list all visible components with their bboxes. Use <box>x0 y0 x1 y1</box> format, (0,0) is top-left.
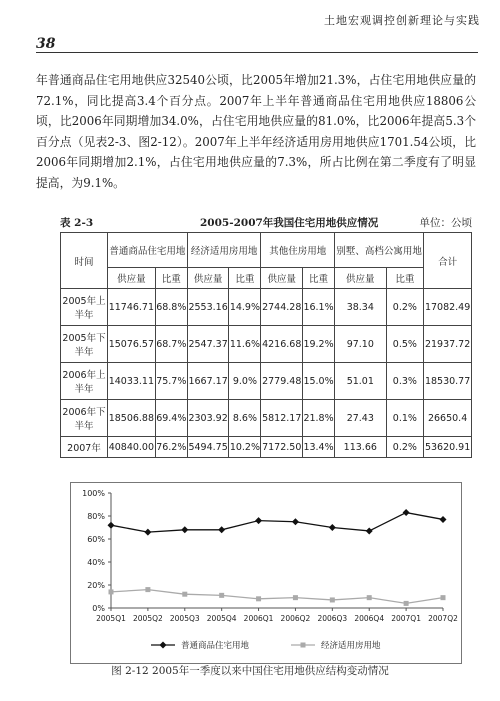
data-cell: 68.8% <box>155 289 187 326</box>
row-time-cell: 2005年上半年 <box>61 289 108 326</box>
data-point <box>145 587 150 592</box>
line-chart <box>71 483 461 663</box>
total-cell: 21937.72 <box>424 326 472 363</box>
total-cell: 26650.4 <box>424 400 472 437</box>
data-point <box>366 527 373 534</box>
data-point <box>181 526 188 533</box>
data-point <box>108 522 115 529</box>
data-point <box>218 526 225 533</box>
total-cell: 53620.91 <box>424 437 472 458</box>
x-tick-label: 2007Q1 <box>391 614 421 623</box>
data-cell: 0.5% <box>386 326 424 363</box>
data-cell: 9.0% <box>229 363 261 400</box>
data-cell: 2547.37 <box>187 326 229 363</box>
row-time-cell: 2005年下半年 <box>61 326 108 363</box>
x-tick-label: 2006Q3 <box>317 614 348 623</box>
sub-header: 比重 <box>155 268 187 289</box>
data-cell: 13.4% <box>302 437 334 458</box>
data-cell: 27.43 <box>335 400 386 437</box>
y-tick-label: 20% <box>87 581 105 590</box>
data-point <box>182 592 187 597</box>
sub-header: 供应量 <box>108 268 156 289</box>
data-point <box>404 601 409 606</box>
data-cell: 0.3% <box>386 363 424 400</box>
total-header: 合计 <box>424 233 472 289</box>
header-rule <box>36 52 478 53</box>
data-cell: 0.2% <box>386 437 424 458</box>
data-cell: 113.66 <box>335 437 386 458</box>
data-cell: 15.0% <box>302 363 334 400</box>
data-point <box>109 589 114 594</box>
group-header: 经济适用房用地 <box>187 233 261 268</box>
data-cell: 69.4% <box>155 400 187 437</box>
y-tick-label: 60% <box>87 535 105 544</box>
legend-marker <box>160 642 167 649</box>
x-tick-label: 2005Q1 <box>96 614 126 623</box>
table-body <box>61 289 472 458</box>
body-paragraph: 年普通商品住宅用地供应32540公顷，比2005年增加21.3%，占住宅用地供应量的72.1%，同比提高3.4个百分点。2007年上半年普通商品住宅用地供应18806公顷，比2006年同期增加34.0%，占住宅用地供应量的81.0%，比2006年提高5.3个百分点（见表2-3、图2-12）。2007年上半年经济适用房用地供应1701.54公顷，比2006年同期增加2.1%，占住宅用地供应量的7.3%，所占比例在第二季度有了明显提高，为9.1%。 <box>36 73 476 190</box>
data-cell: 68.7% <box>155 326 187 363</box>
table-row <box>61 326 472 363</box>
figure-caption: 图 2-12 2005年一季度以来中国住宅用地供应结构变动情况 <box>111 665 389 677</box>
data-cell: 4216.68 <box>261 326 303 363</box>
data-cell: 51.01 <box>335 363 386 400</box>
data-point <box>293 595 298 600</box>
data-cell: 38.34 <box>335 289 386 326</box>
table-row <box>61 400 472 437</box>
data-cell: 21.8% <box>302 400 334 437</box>
data-point <box>255 517 262 524</box>
data-point <box>329 524 336 531</box>
running-header-title: 土地宏观调控创新理论与实践 <box>324 14 480 27</box>
total-cell: 18530.77 <box>424 363 472 400</box>
data-cell: 97.10 <box>335 326 386 363</box>
data-cell: 16.1% <box>302 289 334 326</box>
data-cell: 8.6% <box>229 400 261 437</box>
row-time-cell: 2006年上半年 <box>61 363 108 400</box>
data-point <box>330 597 335 602</box>
data-cell: 2303.92 <box>187 400 229 437</box>
data-cell: 40840.00 <box>108 437 156 458</box>
data-cell: 10.2% <box>229 437 261 458</box>
data-point <box>219 593 224 598</box>
data-point <box>403 509 410 516</box>
data-cell: 19.2% <box>302 326 334 363</box>
table-number: 表 2-3 <box>60 217 94 229</box>
table-title: 2005-2007年我国住宅用地供应情况 <box>200 217 379 229</box>
data-cell: 2779.48 <box>261 363 303 400</box>
data-cell: 15076.57 <box>108 326 156 363</box>
data-point <box>367 595 372 600</box>
data-point <box>440 516 447 523</box>
group-header: 其他住房用地 <box>261 233 335 268</box>
sub-header: 供应量 <box>335 268 386 289</box>
sub-header: 供应量 <box>261 268 303 289</box>
data-cell: 14033.11 <box>108 363 156 400</box>
y-tick-label: 100% <box>82 489 105 498</box>
data-point <box>256 596 261 601</box>
x-tick-label: 2005Q2 <box>133 614 163 623</box>
time-header: 时间 <box>61 233 108 289</box>
sub-header: 比重 <box>302 268 334 289</box>
data-cell: 75.7% <box>155 363 187 400</box>
row-time-cell: 2006年下半年 <box>61 400 108 437</box>
data-cell: 11746.71 <box>108 289 156 326</box>
data-cell: 18506.88 <box>108 400 156 437</box>
data-cell: 7172.50 <box>261 437 303 458</box>
page-number: 38 <box>36 36 56 52</box>
group-header: 普通商品住宅用地 <box>108 233 188 268</box>
data-cell: 0.2% <box>386 289 424 326</box>
y-tick-label: 80% <box>87 512 105 521</box>
y-tick-label: 0% <box>92 604 105 613</box>
data-cell: 2553.16 <box>187 289 229 326</box>
data-point <box>144 529 151 536</box>
x-tick-label: 2007Q2 <box>428 614 458 623</box>
legend-marker <box>301 643 306 648</box>
data-cell: 0.1% <box>386 400 424 437</box>
x-tick-label: 2006Q1 <box>243 614 274 623</box>
data-cell: 76.2% <box>155 437 187 458</box>
series-line <box>111 590 443 604</box>
sub-header: 比重 <box>229 268 261 289</box>
x-tick-label: 2006Q4 <box>354 614 385 623</box>
data-cell: 2744.28 <box>261 289 303 326</box>
data-point <box>441 595 446 600</box>
data-point <box>292 518 299 525</box>
row-time-cell: 2007年 <box>61 437 108 458</box>
group-header: 别墅、高档公寓用地 <box>335 233 424 268</box>
sub-header: 供应量 <box>187 268 229 289</box>
chart-frame <box>70 482 462 664</box>
sub-header: 比重 <box>386 268 424 289</box>
table-row <box>61 289 472 326</box>
x-tick-label: 2005Q4 <box>206 614 237 623</box>
table-row <box>61 363 472 400</box>
data-cell: 14.9% <box>229 289 261 326</box>
table-unit: 单位：公顷 <box>419 217 472 229</box>
x-tick-label: 2006Q2 <box>280 614 311 623</box>
table-row <box>61 437 472 458</box>
series-line <box>111 513 443 533</box>
data-cell: 5812.17 <box>261 400 303 437</box>
data-cell: 11.6% <box>229 326 261 363</box>
legend-label: 普通商品住宅用地 <box>181 641 250 651</box>
total-cell: 17082.49 <box>424 289 472 326</box>
data-cell: 1667.17 <box>187 363 229 400</box>
y-tick-label: 40% <box>87 558 105 567</box>
supply-table <box>60 232 472 458</box>
x-tick-label: 2005Q3 <box>169 614 200 623</box>
data-cell: 5494.75 <box>187 437 229 458</box>
legend-label: 经济适用房用地 <box>321 641 381 651</box>
